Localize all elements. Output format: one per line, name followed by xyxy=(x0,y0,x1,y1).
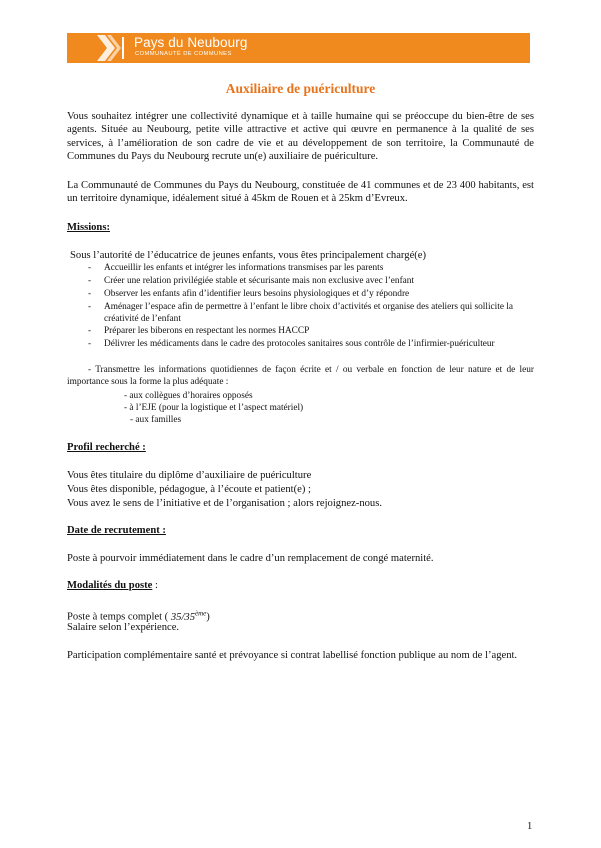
page-title: Auxiliaire de puériculture xyxy=(225,81,376,96)
page-number: 1 xyxy=(527,821,533,832)
hours-sup: ème xyxy=(195,609,207,617)
intro-paragraph-1: Vous souhaitez intégrer une collectivité dynamique et à taille humaine qui se préoccupe du bien-être de ses agents. Située au Neubourg, petite ville attractive et active qui œuvre en permanence à la qualité de ses services, à l’amélioration de son cadre de vie et au développement de son territoire, la Communauté de Communes du Pays du Neubourg recrute un(e) auxiliaire de puériculture. xyxy=(67,111,534,163)
profile-line: Vous êtes disponible, pédagogue, à l’écoute et patient(e) ; xyxy=(67,484,311,495)
hours-suffix: ) xyxy=(206,611,210,623)
missions-lead: Sous l’autorité de l’éducatrice de jeunes enfants, vous êtes principalement chargé(e) xyxy=(70,250,427,261)
recipient-item: - aux collègues d’horaires opposés xyxy=(124,391,253,401)
mission-dash: - xyxy=(88,289,92,299)
mission-item: Accueillir les enfants et intégrer les informations transmises par les parents xyxy=(104,263,384,273)
terms-heading: Modalités du poste xyxy=(67,580,153,591)
mission-dash: - xyxy=(88,326,92,336)
mission-item: Créer une relation privilégiée stable et sécurisante mais non exclusive avec l’enfant xyxy=(104,276,415,286)
mission-dash: - xyxy=(88,263,92,273)
terms-salary: Salaire selon l’expérience. xyxy=(67,622,180,633)
terms-heading-line xyxy=(67,579,534,592)
recruitment-text: Poste à pourvoir immédiatement dans le cadre d’un remplacement de congé maternité. xyxy=(67,553,434,564)
logo-name: Pays du Neubourg xyxy=(134,35,248,50)
mission-item: Observer les enfants afin d’identifier leurs besoins physiologiques et d’y répondre xyxy=(104,289,410,299)
recipient-item: - à l’EJE (pour la logistique et l’aspect matériel) xyxy=(124,403,304,413)
logo-mark-icon xyxy=(97,35,131,61)
mission-dash: - xyxy=(88,276,92,286)
mission-dash: - xyxy=(88,339,92,349)
hours-value: 35/35 xyxy=(170,611,195,623)
mission-dash: - xyxy=(88,302,92,312)
missions-transmit: - Transmettre les informations quotidiennes de façon écrite et / ou verbale en fonction de leur nature et de leur importance sous la forme la plus adéquate : xyxy=(67,365,534,387)
hours-prefix: Poste à temps complet ( xyxy=(67,611,171,623)
terms-benefits: Participation complémentaire santé et prévoyance si contrat labellisé fonction publique au nom de l’agent. xyxy=(67,650,518,661)
terms-colon: : xyxy=(152,580,158,591)
header-banner xyxy=(67,33,530,63)
profile-line: Vous êtes titulaire du diplôme d’auxiliaire de puériculture xyxy=(67,470,312,481)
missions-heading: Missions: xyxy=(67,222,110,233)
profile-heading: Profil recherché : xyxy=(67,442,146,453)
profile-line: Vous avez le sens de l’initiative et de l’organisation ; alors rejoignez-nous. xyxy=(67,498,382,509)
mission-item: Aménager l’espace afin de permettre à l’enfant le libre choix d’activités et organise des ateliers qui sollicite la créativité de l’enfant xyxy=(104,302,513,324)
logo-subtitle: COMMUNAUTÉ DE COMMUNES xyxy=(135,51,232,57)
mission-item: Délivrer les médicaments dans le cadre des protocoles sanitaires sous contrôle de l’infirmier-puériculteur xyxy=(104,339,495,349)
recipient-item: - aux familles xyxy=(130,415,182,425)
mission-item: Préparer les biberons en respectant les normes HACCP xyxy=(104,326,310,336)
recruitment-heading: Date de recrutement : xyxy=(67,525,166,536)
intro-paragraph-2: La Communauté de Communes du Pays du Neubourg, constituée de 41 communes et de 23 400 habitants, est un territoire dynamique, idéalement situé à 45km de Rouen et à 25km d’Evreux. xyxy=(67,180,534,205)
